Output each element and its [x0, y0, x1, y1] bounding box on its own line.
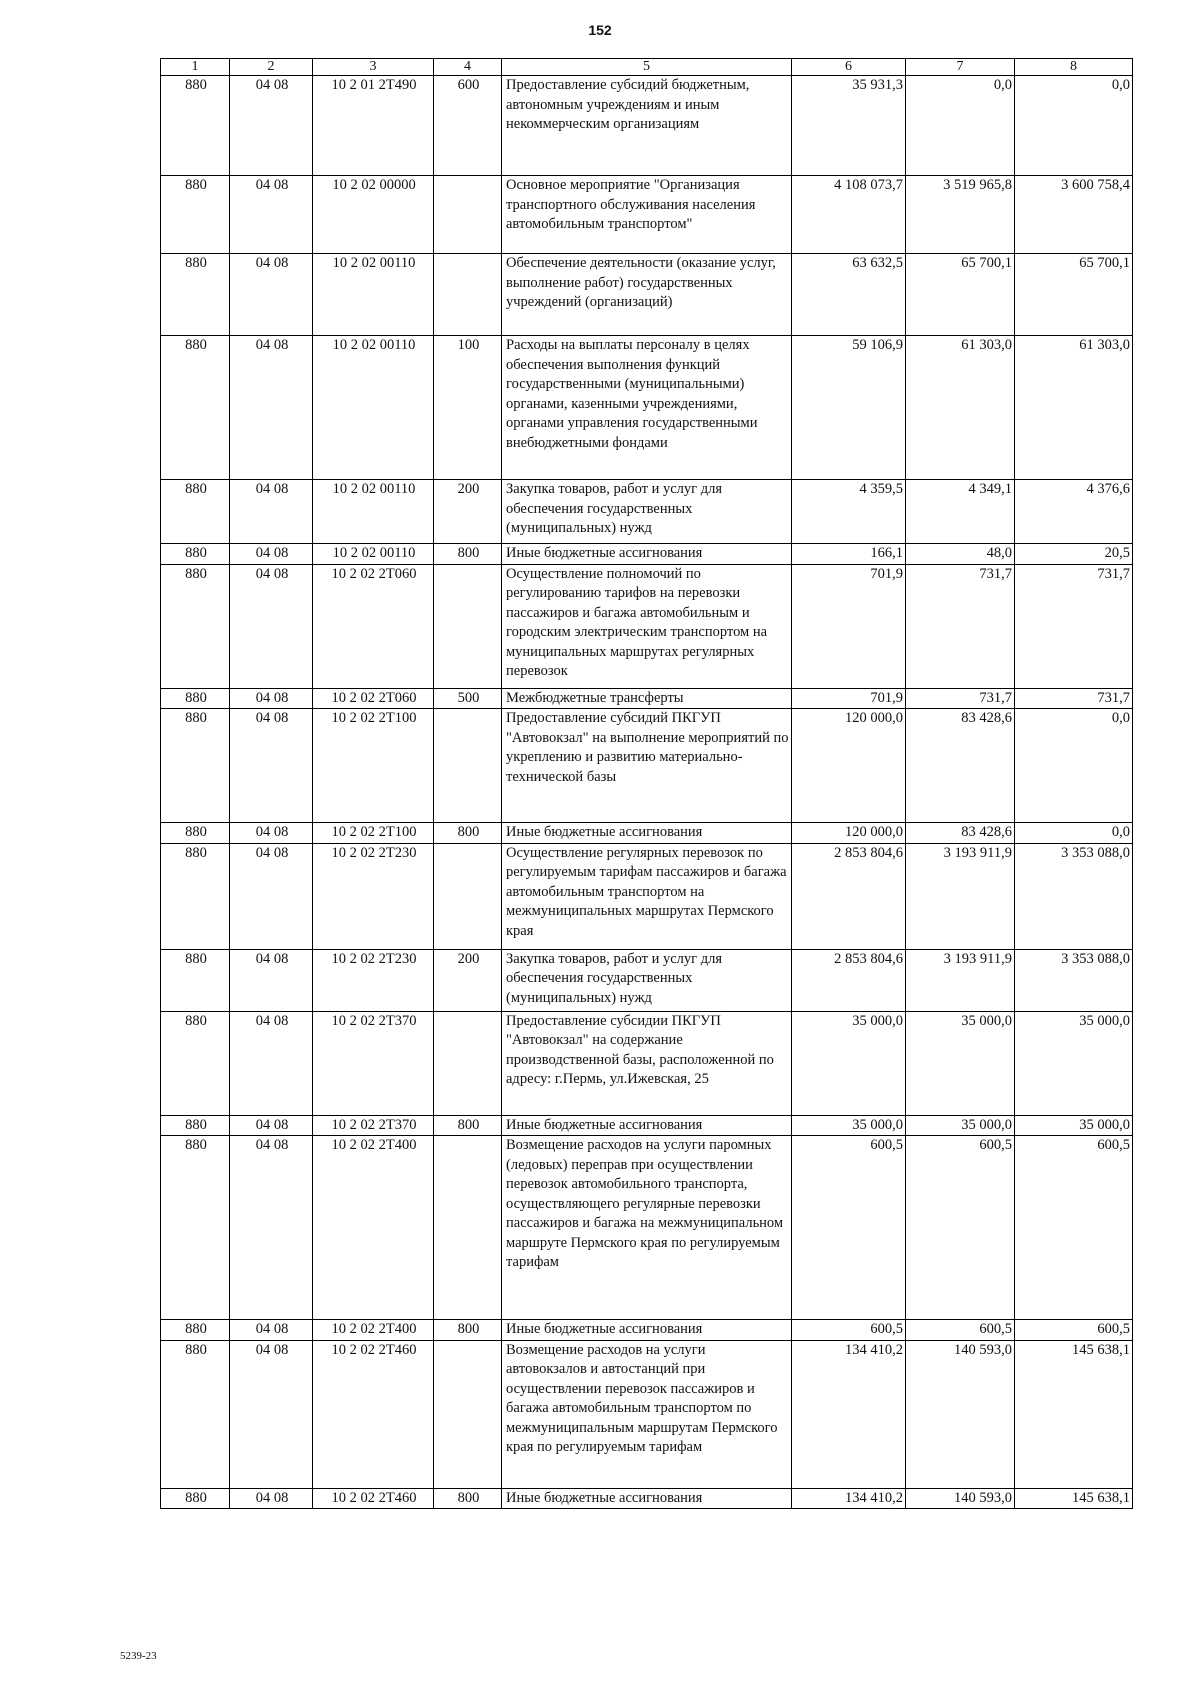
amount-year-2: 61 303,0	[906, 336, 1015, 480]
table-row	[161, 76, 1133, 176]
amount-year-2: 35 000,0	[906, 1115, 1015, 1136]
ministry-code: 880	[161, 544, 230, 565]
table-row	[161, 709, 1133, 823]
amount-year-1: 35 000,0	[792, 1115, 906, 1136]
ministry-code: 880	[161, 336, 230, 480]
amount-year-1: 120 000,0	[792, 709, 906, 823]
table-row	[161, 1488, 1133, 1509]
amount-year-3: 3 353 088,0	[1015, 949, 1133, 1011]
amount-year-1: 134 410,2	[792, 1488, 906, 1509]
amount-year-2: 83 428,6	[906, 709, 1015, 823]
amount-year-3: 35 000,0	[1015, 1115, 1133, 1136]
table-row	[161, 176, 1133, 254]
amount-year-2: 3 519 965,8	[906, 176, 1015, 254]
target-article-code: 10 2 02 2Т060	[313, 564, 434, 688]
col-header: 8	[1015, 59, 1133, 76]
amount-year-2: 3 193 911,9	[906, 949, 1015, 1011]
ministry-code: 880	[161, 1340, 230, 1488]
amount-year-2: 35 000,0	[906, 1011, 1015, 1115]
amount-year-3: 145 638,1	[1015, 1340, 1133, 1488]
target-article-code: 10 2 02 2Т370	[313, 1011, 434, 1115]
amount-year-1: 2 853 804,6	[792, 949, 906, 1011]
section-code: 04 08	[230, 823, 313, 844]
amount-year-1: 701,9	[792, 564, 906, 688]
expense-description: Основное мероприятие "Организация транспортного обслуживания населения автомобильным транспортом"	[502, 176, 792, 254]
amount-year-2: 600,5	[906, 1136, 1015, 1320]
amount-year-3: 0,0	[1015, 823, 1133, 844]
expense-description: Иные бюджетные ассигнования	[502, 1115, 792, 1136]
amount-year-2: 140 593,0	[906, 1488, 1015, 1509]
table-row	[161, 254, 1133, 336]
expense-description: Иные бюджетные ассигнования	[502, 544, 792, 565]
target-article-code: 10 2 02 2Т230	[313, 843, 434, 949]
amount-year-3: 0,0	[1015, 76, 1133, 176]
section-code: 04 08	[230, 544, 313, 565]
amount-year-2: 600,5	[906, 1320, 1015, 1341]
expense-type-code	[434, 1340, 502, 1488]
amount-year-1: 4 108 073,7	[792, 176, 906, 254]
ministry-code: 880	[161, 176, 230, 254]
expense-description: Осуществление полномочий по регулированию тарифов на перевозки пассажиров и багажа автомобильным и городским электрическим транспортом на муниципальных маршрутах регулярных перевозок	[502, 564, 792, 688]
expense-type-code: 800	[434, 1488, 502, 1509]
col-header: 3	[313, 59, 434, 76]
target-article-code: 10 2 02 2Т100	[313, 823, 434, 844]
expense-type-code: 800	[434, 1320, 502, 1341]
expense-type-code: 800	[434, 823, 502, 844]
amount-year-3: 65 700,1	[1015, 254, 1133, 336]
page-number: 152	[588, 22, 612, 38]
col-header: 6	[792, 59, 906, 76]
amount-year-3: 600,5	[1015, 1136, 1133, 1320]
target-article-code: 10 2 02 2Т460	[313, 1488, 434, 1509]
expense-description: Осуществление регулярных перевозок по регулируемым тарифам пассажиров и багажа автомобильным транспортом на межмуниципальных маршрутах Пермского края	[502, 843, 792, 949]
ministry-code: 880	[161, 564, 230, 688]
expense-type-code	[434, 1136, 502, 1320]
target-article-code: 10 2 02 2Т060	[313, 688, 434, 709]
expense-description: Иные бюджетные ассигнования	[502, 1320, 792, 1341]
section-code: 04 08	[230, 1320, 313, 1341]
table-row	[161, 823, 1133, 844]
target-article-code: 10 2 02 00000	[313, 176, 434, 254]
section-code: 04 08	[230, 336, 313, 480]
amount-year-3: 35 000,0	[1015, 1011, 1133, 1115]
expense-description: Закупка товаров, работ и услуг для обеспечения государственных (муниципальных) нужд	[502, 949, 792, 1011]
table-row	[161, 1320, 1133, 1341]
amount-year-3: 600,5	[1015, 1320, 1133, 1341]
ministry-code: 880	[161, 76, 230, 176]
target-article-code: 10 2 02 00110	[313, 544, 434, 565]
ministry-code: 880	[161, 1136, 230, 1320]
amount-year-3: 0,0	[1015, 709, 1133, 823]
section-code: 04 08	[230, 1488, 313, 1509]
amount-year-1: 2 853 804,6	[792, 843, 906, 949]
ministry-code: 880	[161, 1011, 230, 1115]
table-row	[161, 1011, 1133, 1115]
expense-description: Предоставление субсидии ПКГУП "Автовокзал" на содержание производственной базы, расположенной по адресу: г.Пермь, ул.Ижевская, 25	[502, 1011, 792, 1115]
expense-type-code: 200	[434, 480, 502, 544]
table-row	[161, 336, 1133, 480]
section-code: 04 08	[230, 1115, 313, 1136]
ministry-code: 880	[161, 254, 230, 336]
section-code: 04 08	[230, 1011, 313, 1115]
expense-type-code: 800	[434, 1115, 502, 1136]
ministry-code: 880	[161, 1488, 230, 1509]
expense-type-code	[434, 564, 502, 688]
amount-year-1: 4 359,5	[792, 480, 906, 544]
target-article-code: 10 2 02 2Т100	[313, 709, 434, 823]
section-code: 04 08	[230, 1136, 313, 1320]
amount-year-2: 65 700,1	[906, 254, 1015, 336]
expense-type-code	[434, 176, 502, 254]
amount-year-1: 59 106,9	[792, 336, 906, 480]
amount-year-1: 35 000,0	[792, 1011, 906, 1115]
section-code: 04 08	[230, 949, 313, 1011]
section-code: 04 08	[230, 843, 313, 949]
expense-type-code: 100	[434, 336, 502, 480]
amount-year-1: 600,5	[792, 1320, 906, 1341]
header-row	[161, 59, 1133, 76]
ministry-code: 880	[161, 480, 230, 544]
expense-description: Иные бюджетные ассигнования	[502, 823, 792, 844]
expense-type-code: 800	[434, 544, 502, 565]
table-row	[161, 480, 1133, 544]
amount-year-3: 145 638,1	[1015, 1488, 1133, 1509]
table-row	[161, 564, 1133, 688]
target-article-code: 10 2 02 00110	[313, 254, 434, 336]
expense-description: Обеспечение деятельности (оказание услуг, выполнение работ) государственных учреждений (организаций)	[502, 254, 792, 336]
section-code: 04 08	[230, 564, 313, 688]
expense-description: Расходы на выплаты персоналу в целях обеспечения выполнения функций государственными (муниципальными) органами, казенными учреждениями, органами управления государственными внебюджетными фондами	[502, 336, 792, 480]
expense-type-code: 500	[434, 688, 502, 709]
section-code: 04 08	[230, 480, 313, 544]
ministry-code: 880	[161, 688, 230, 709]
col-header: 4	[434, 59, 502, 76]
amount-year-3: 3 600 758,4	[1015, 176, 1133, 254]
amount-year-2: 731,7	[906, 564, 1015, 688]
target-article-code: 10 2 01 2Т490	[313, 76, 434, 176]
expense-description: Закупка товаров, работ и услуг для обеспечения государственных (муниципальных) нужд	[502, 480, 792, 544]
target-article-code: 10 2 02 2Т400	[313, 1320, 434, 1341]
amount-year-1: 120 000,0	[792, 823, 906, 844]
budget-table	[160, 58, 1133, 1509]
expense-description: Возмещение расходов на услуги паромных (ледовых) переправ при осуществлении перевозок автомобильного транспорта, осуществляющего регулярные перевозки пассажиров и багажа на межмуниципальном маршруте Пермского края по регулируемым тарифам	[502, 1136, 792, 1320]
expense-type-code	[434, 843, 502, 949]
section-code: 04 08	[230, 709, 313, 823]
expense-type-code	[434, 1011, 502, 1115]
table-row	[161, 688, 1133, 709]
expense-type-code: 200	[434, 949, 502, 1011]
amount-year-1: 701,9	[792, 688, 906, 709]
section-code: 04 08	[230, 254, 313, 336]
table-row	[161, 1115, 1133, 1136]
section-code: 04 08	[230, 1340, 313, 1488]
table-row	[161, 1340, 1133, 1488]
amount-year-1: 35 931,3	[792, 76, 906, 176]
expense-type-code	[434, 709, 502, 823]
amount-year-2: 4 349,1	[906, 480, 1015, 544]
amount-year-3: 61 303,0	[1015, 336, 1133, 480]
amount-year-2: 140 593,0	[906, 1340, 1015, 1488]
target-article-code: 10 2 02 2Т230	[313, 949, 434, 1011]
expense-description: Иные бюджетные ассигнования	[502, 1488, 792, 1509]
expense-description: Возмещение расходов на услуги автовокзалов и автостанций при осуществлении перевозок пассажиров и багажа автомобильным транспортом по межмуниципальным маршрутам Пермского края по регулируемым тарифам	[502, 1340, 792, 1488]
ministry-code: 880	[161, 1320, 230, 1341]
amount-year-1: 166,1	[792, 544, 906, 565]
target-article-code: 10 2 02 00110	[313, 480, 434, 544]
section-code: 04 08	[230, 76, 313, 176]
amount-year-2: 0,0	[906, 76, 1015, 176]
ministry-code: 880	[161, 709, 230, 823]
col-header: 5	[502, 59, 792, 76]
expense-description: Межбюджетные трансферты	[502, 688, 792, 709]
amount-year-2: 731,7	[906, 688, 1015, 709]
col-header: 1	[161, 59, 230, 76]
target-article-code: 10 2 02 2Т460	[313, 1340, 434, 1488]
col-header: 2	[230, 59, 313, 76]
target-article-code: 10 2 02 2Т370	[313, 1115, 434, 1136]
amount-year-3: 4 376,6	[1015, 480, 1133, 544]
amount-year-3: 731,7	[1015, 564, 1133, 688]
section-code: 04 08	[230, 688, 313, 709]
table-row	[161, 843, 1133, 949]
table-row	[161, 949, 1133, 1011]
target-article-code: 10 2 02 2Т400	[313, 1136, 434, 1320]
ministry-code: 880	[161, 1115, 230, 1136]
table-row	[161, 1136, 1133, 1320]
ministry-code: 880	[161, 823, 230, 844]
expense-type-code: 600	[434, 76, 502, 176]
amount-year-2: 83 428,6	[906, 823, 1015, 844]
ministry-code: 880	[161, 843, 230, 949]
section-code: 04 08	[230, 176, 313, 254]
document-code: 5239-23	[120, 1650, 157, 1662]
amount-year-1: 63 632,5	[792, 254, 906, 336]
amount-year-3: 20,5	[1015, 544, 1133, 565]
expense-type-code	[434, 254, 502, 336]
amount-year-3: 3 353 088,0	[1015, 843, 1133, 949]
table-row	[161, 544, 1133, 565]
amount-year-1: 134 410,2	[792, 1340, 906, 1488]
expense-description: Предоставление субсидий бюджетным, автономным учреждениям и иным некоммерческим организациям	[502, 76, 792, 176]
target-article-code: 10 2 02 00110	[313, 336, 434, 480]
ministry-code: 880	[161, 949, 230, 1011]
amount-year-2: 3 193 911,9	[906, 843, 1015, 949]
amount-year-1: 600,5	[792, 1136, 906, 1320]
amount-year-2: 48,0	[906, 544, 1015, 565]
expense-description: Предоставление субсидий ПКГУП "Автовокзал" на выполнение мероприятий по укреплению и развитию материально-технической базы	[502, 709, 792, 823]
amount-year-3: 731,7	[1015, 688, 1133, 709]
col-header: 7	[906, 59, 1015, 76]
